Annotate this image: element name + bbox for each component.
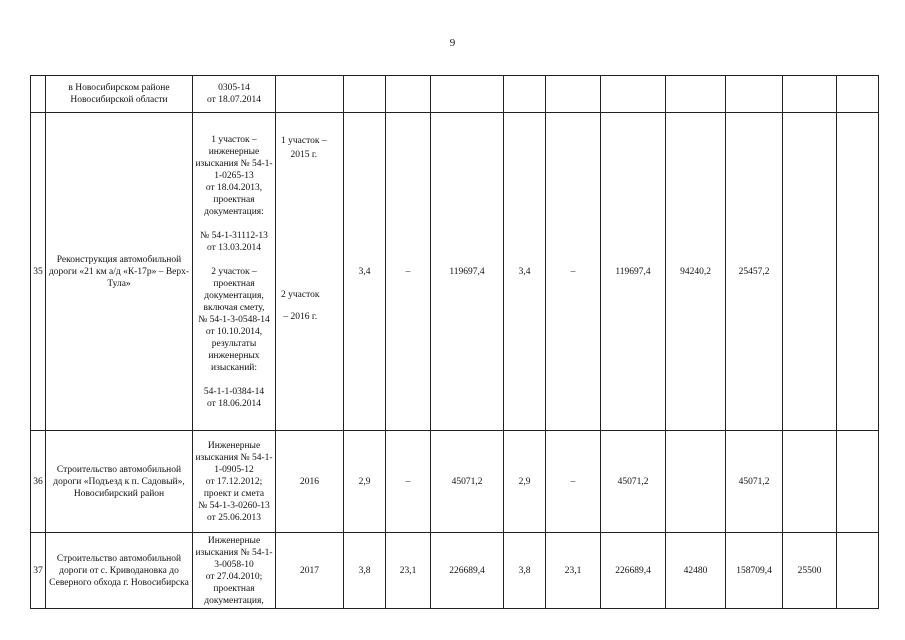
document-line: проектная: [213, 194, 255, 205]
value-cell: 23,1: [386, 533, 431, 609]
document-line: результаты: [211, 338, 257, 349]
value-cell: –: [386, 431, 431, 533]
document-line: 54-1-1-0384-14: [203, 386, 265, 397]
stage-2: [281, 289, 319, 323]
object-name: Реконструкция автомобильной дороги «21 км а/д «К-17р» – Верх-Тула»: [46, 113, 193, 431]
value-cell: –: [546, 431, 601, 533]
value-cell: 42480: [666, 533, 726, 609]
object-name: Строительство автомобильной дороги «Подъезд к п. Садовый», Новосибирский район: [46, 431, 193, 533]
value-cell: [783, 431, 837, 533]
value-cell: 25500: [783, 533, 837, 609]
document-line: 1 участок –: [211, 134, 257, 145]
document-line: инженерные: [208, 146, 260, 157]
value-cell: [726, 76, 783, 113]
document-line: от 18.07.2014: [207, 95, 261, 105]
year-cell: 2016: [276, 431, 344, 533]
value-cell: [783, 113, 837, 431]
value-cell: 45071,2: [601, 431, 666, 533]
stage-line: 2015 г.: [290, 150, 318, 160]
stage-line: – 2016 г.: [283, 312, 318, 322]
page-number: 9: [449, 37, 456, 49]
object-name: в Новосибирском районе Новосибирской области: [46, 76, 193, 113]
table-row: [31, 533, 879, 609]
document-line: № 54-1-3-0260-13: [198, 500, 270, 511]
year-cell: [276, 76, 344, 113]
document-line: от 17.12.2012;: [205, 476, 263, 487]
value-cell: 45071,2: [726, 431, 783, 533]
document-line: документация,: [204, 290, 264, 301]
value-cell: 45071,2: [431, 431, 504, 533]
document-line: документация,: [204, 595, 264, 606]
document-line: изыскания № 54-1-: [195, 452, 273, 463]
value-cell: –: [386, 113, 431, 431]
value-cell: 25457,2: [726, 113, 783, 431]
value-cell: [837, 113, 879, 431]
value-cell: [783, 76, 837, 113]
document-line: Инженерные: [207, 535, 261, 546]
document-line: от 27.04.2010;: [205, 571, 263, 582]
row-number: 37: [31, 533, 46, 609]
stage-line: 2 участок: [281, 290, 320, 300]
document-info: [193, 431, 276, 533]
value-cell: [666, 76, 726, 113]
value-cell: 119697,4: [431, 113, 504, 431]
document-line: инженерных: [208, 350, 260, 361]
document-info: [193, 76, 276, 113]
value-cell: 2,9: [344, 431, 386, 533]
document-line: № 54-1-31112-13: [200, 230, 268, 241]
document-line: № 54-1-3-0548-14: [198, 314, 270, 325]
value-cell: 94240,2: [666, 113, 726, 431]
row-number: 35: [31, 113, 46, 431]
document-line: 3-0058-10: [214, 559, 254, 570]
value-cell: 3,4: [344, 113, 386, 431]
document-line: 0305-14: [218, 83, 250, 93]
value-cell: 3,8: [504, 533, 546, 609]
document-line: изыскания № 54-1-: [195, 547, 273, 558]
value-cell: [344, 76, 386, 113]
value-cell: [386, 76, 431, 113]
data-table: [30, 75, 879, 609]
document-line: от 18.04.2013,: [205, 182, 263, 193]
document-line: изысканий:: [210, 362, 257, 373]
stage-line: 1 участок –: [281, 136, 327, 146]
object-name: Строительство автомобильной дороги от с. Криводановка до Северного обхода г. Новосибирска: [46, 533, 193, 609]
value-cell: 3,4: [504, 113, 546, 431]
value-cell: [504, 76, 546, 113]
value-cell: [601, 76, 666, 113]
document-line: документация:: [204, 206, 264, 217]
value-cell: 226689,4: [431, 533, 504, 609]
value-cell: 3,8: [344, 533, 386, 609]
document-line: 1-0265-13: [214, 170, 254, 181]
document-info: [193, 533, 276, 609]
value-cell: [837, 431, 879, 533]
document-line: 2 участок –: [211, 266, 257, 277]
table-row: [31, 431, 879, 533]
document-line: Инженерные: [207, 440, 261, 451]
value-cell: [546, 76, 601, 113]
document-line: от 18.06.2014: [207, 398, 261, 409]
document-info: [193, 113, 276, 431]
year-cell: 2017: [276, 533, 344, 609]
document-line: изыскания № 54-1-: [195, 158, 273, 169]
stage-1: [281, 135, 327, 161]
value-cell: 226689,4: [601, 533, 666, 609]
value-cell: 158709,4: [726, 533, 783, 609]
value-cell: 23,1: [546, 533, 601, 609]
value-cell: [666, 431, 726, 533]
value-cell: [837, 533, 879, 609]
document-line: проектная: [213, 583, 255, 594]
table-row: [31, 113, 879, 431]
row-number: [31, 76, 46, 113]
value-cell: [431, 76, 504, 113]
row-number: 36: [31, 431, 46, 533]
document-line: 1-0905-12: [214, 464, 254, 475]
document-line: от 10.10.2014,: [205, 326, 263, 337]
value-cell: –: [546, 113, 601, 431]
stage-years: [276, 113, 344, 431]
table-row: [31, 76, 879, 113]
document-line: проектная: [213, 278, 255, 289]
document-line: от 13.03.2014: [207, 242, 261, 253]
value-cell: [837, 76, 879, 113]
document-line: проект и смета: [203, 488, 265, 499]
document-line: включая смету,: [203, 302, 265, 313]
value-cell: 2,9: [504, 431, 546, 533]
document-line: от 25.06.2013: [207, 512, 261, 523]
value-cell: 119697,4: [601, 113, 666, 431]
